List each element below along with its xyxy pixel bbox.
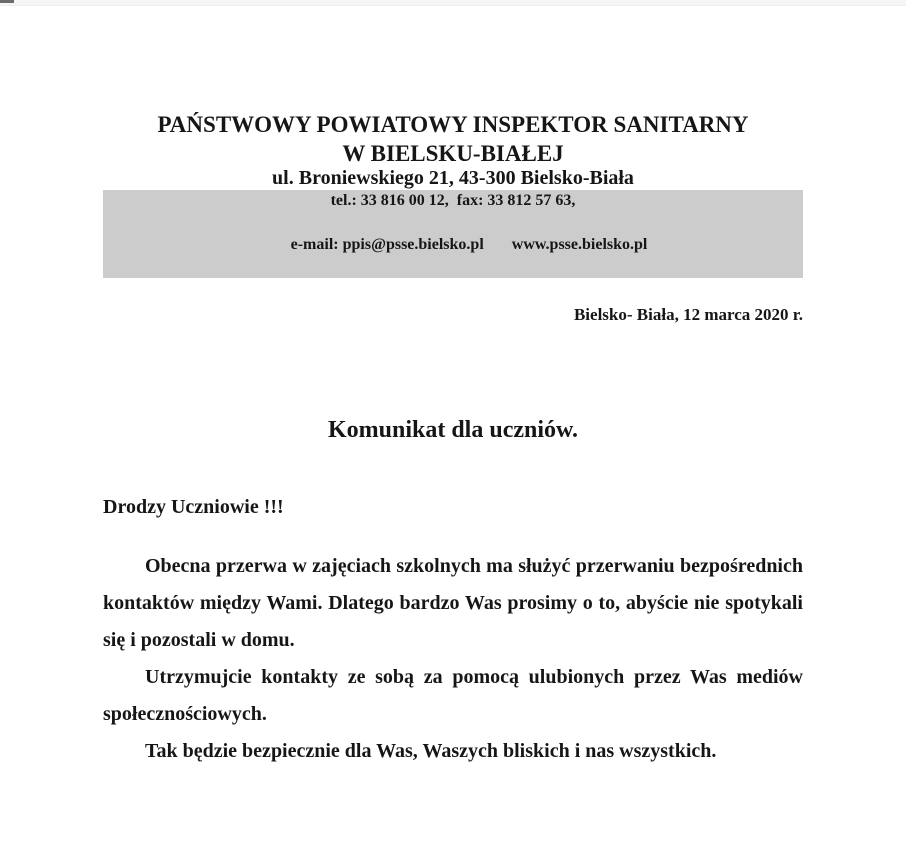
contact-band bbox=[103, 190, 803, 278]
org-name-line1: PAŃSTWOWY POWIATOWY INSPEKTOR SANITARNY bbox=[157, 112, 749, 137]
phone-fax-line: tel.: 33 816 00 12, fax: 33 812 57 63, bbox=[330, 192, 576, 209]
greeting: Drodzy Uczniowie !!! bbox=[103, 496, 284, 518]
paragraph: Tak będzie bezpiecznie dla Was, Waszych bliskich i nas wszystkich. bbox=[145, 740, 717, 762]
dateline: Bielsko- Biała, 12 marca 2020 r. bbox=[573, 305, 803, 324]
window-corner-mark bbox=[0, 0, 14, 3]
website-address: www.psse.bielsko.pl bbox=[511, 236, 648, 253]
window-top-edge bbox=[0, 0, 906, 6]
letter-title: Komunikat dla uczniów. bbox=[327, 417, 579, 443]
paragraph: Utrzymujcie kontakty ze sobą za pomocą ulubionych przez Was mediów społecznościowych. bbox=[103, 666, 803, 725]
email-address: e-mail: ppis@psse.bielsko.pl bbox=[290, 236, 484, 253]
letter-body bbox=[103, 548, 803, 770]
email-web-line bbox=[103, 212, 803, 278]
letter-content bbox=[103, 110, 803, 770]
org-address: ul. Broniewskiego 21, 43-300 Bielsko-Biała bbox=[272, 167, 634, 189]
letterhead bbox=[103, 110, 803, 278]
org-name-line2: W BIELSKU-BIAŁEJ bbox=[342, 141, 564, 166]
paragraph: Obecna przerwa w zajęciach szkolnych ma służyć przerwaniu bezpośrednich kontaktów między Wami. Dlatego bardzo Was prosimy o to, abyście nie spotykali się i pozostali w domu. bbox=[103, 555, 803, 651]
